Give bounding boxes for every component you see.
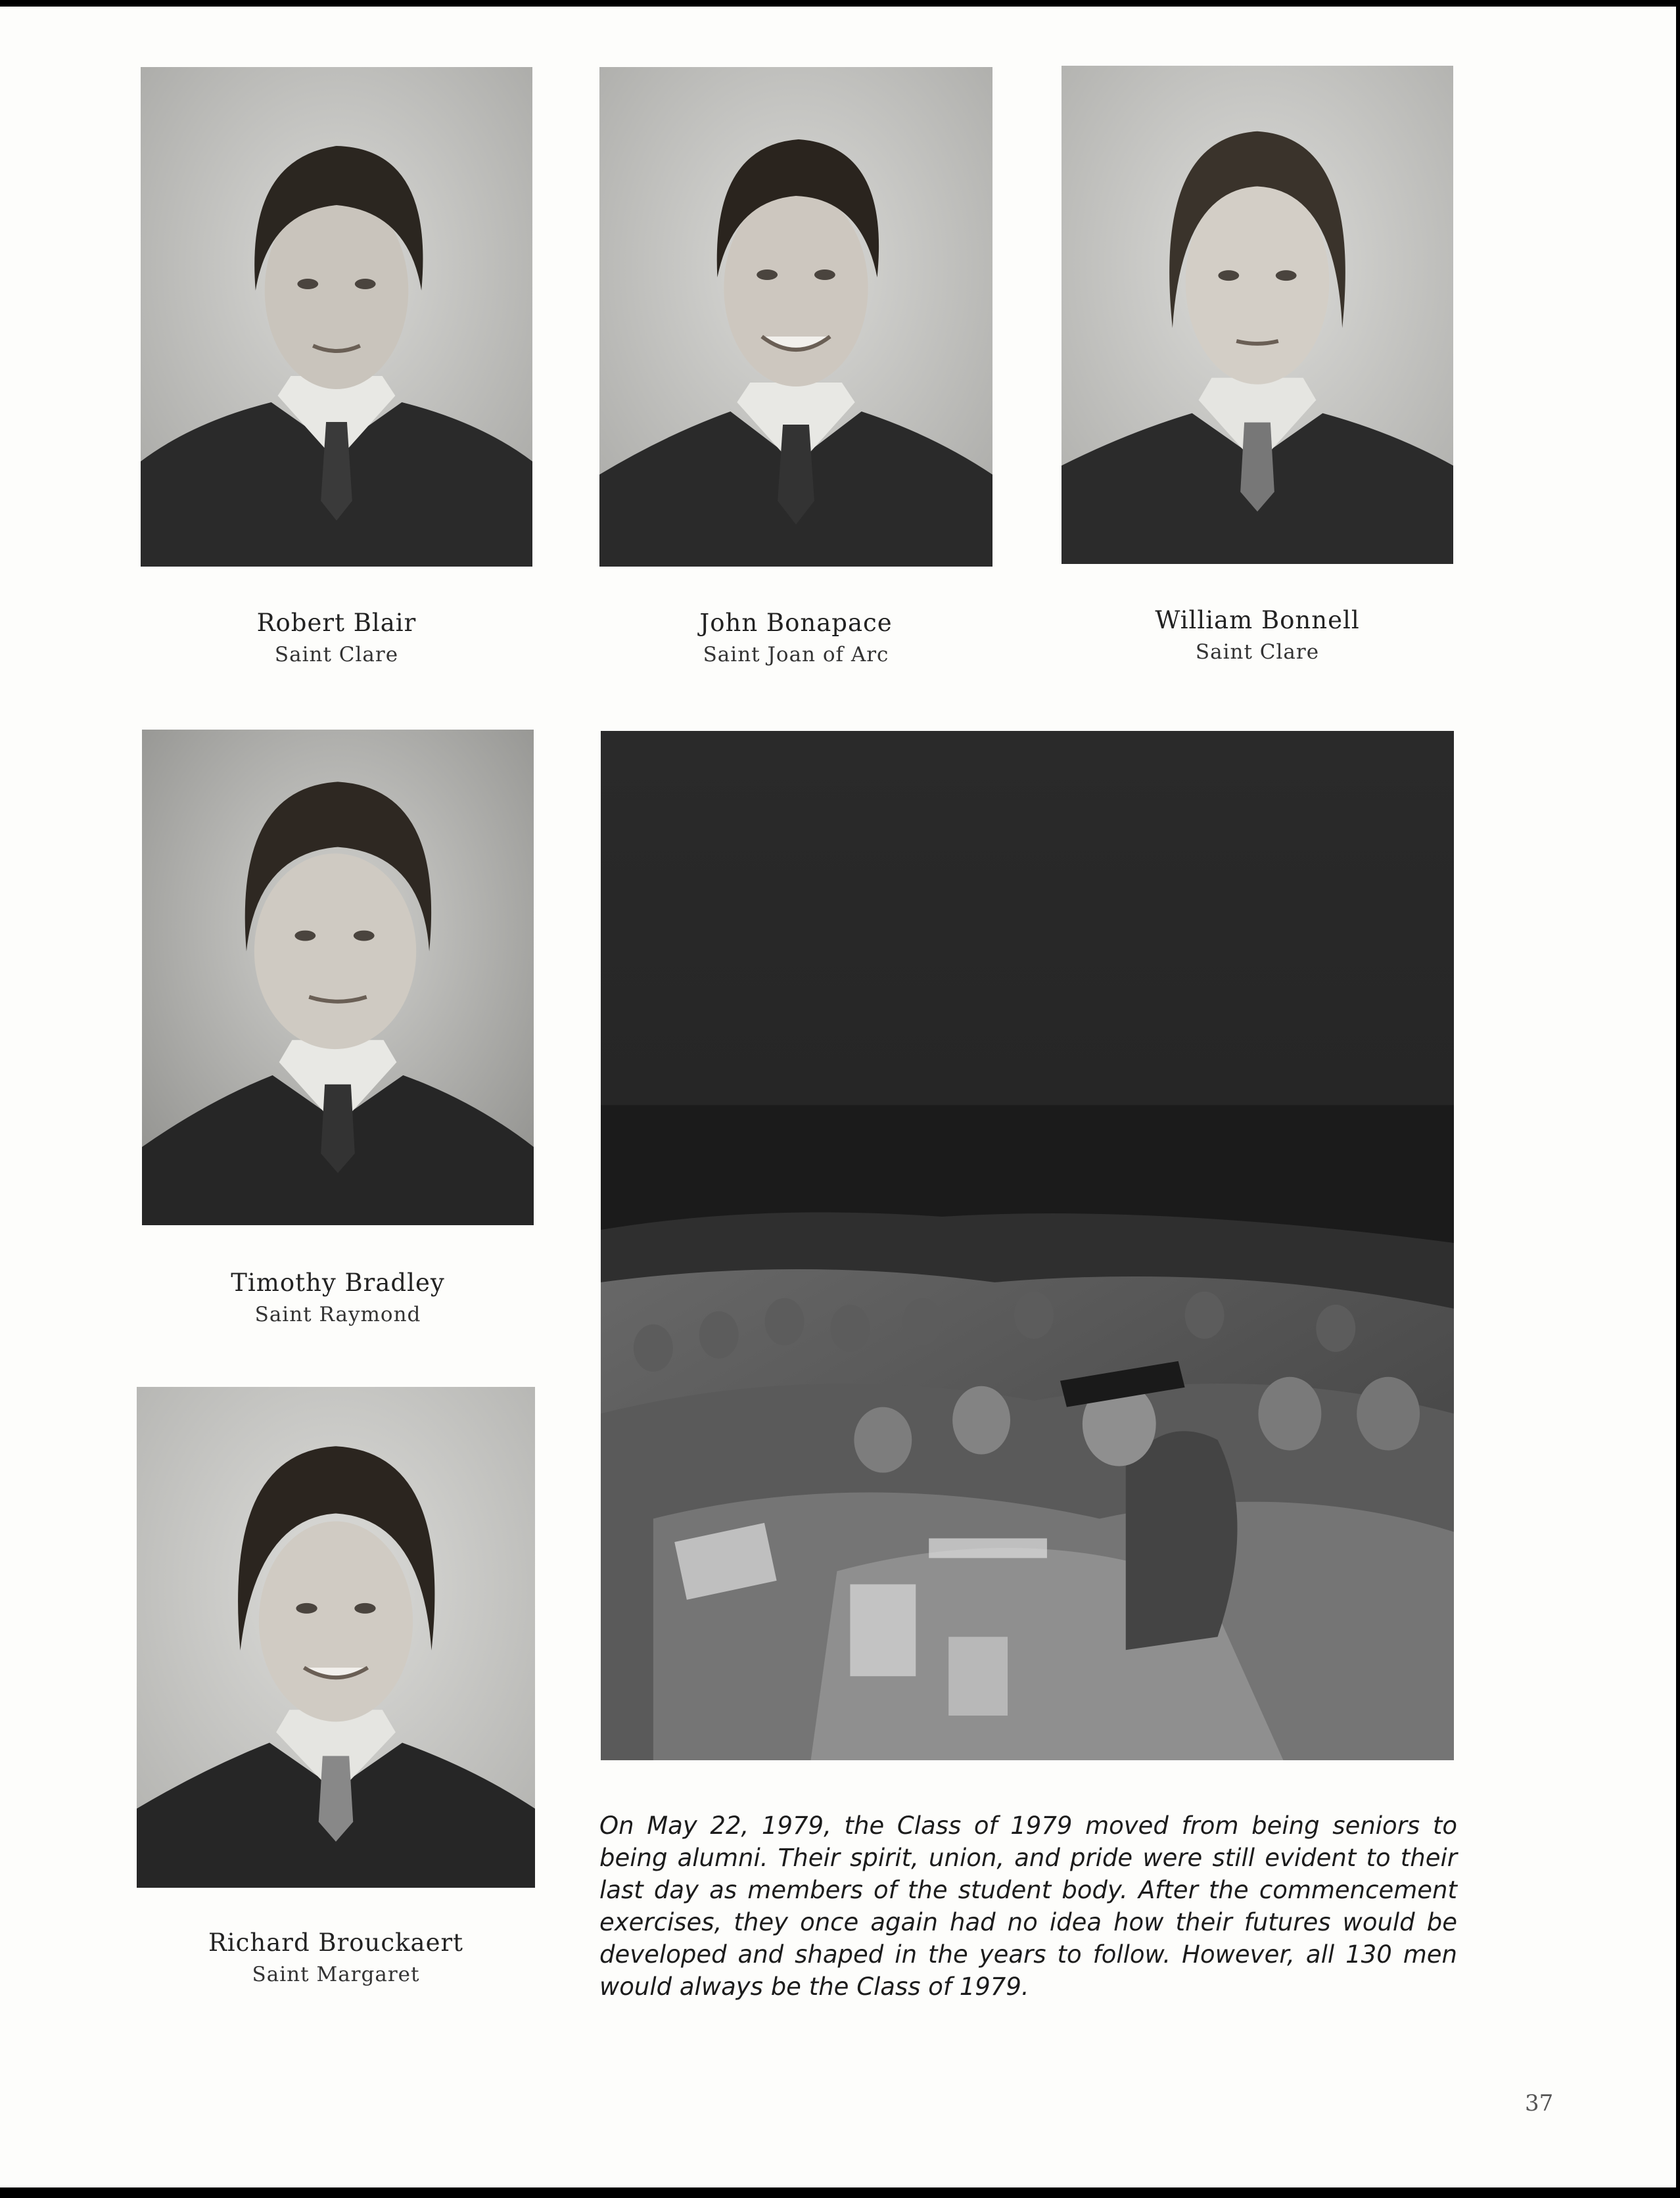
portrait-photo-richard-brouckaert [137, 1387, 535, 1888]
student-parish: Saint Joan of Arc [703, 643, 889, 666]
student-parish: Saint Clare [1195, 640, 1320, 664]
student-name: Richard Brouckaert [208, 1929, 464, 1957]
student-name: William Bonnell [1155, 606, 1360, 634]
portrait-caption-william-bonnell [1062, 603, 1453, 666]
portrait-photo-robert-blair [141, 67, 532, 567]
student-parish: Saint Clare [274, 643, 399, 666]
ceremony-description: On May 22, 1979, the Class of 1979 moved from being seniors to being alumni. Their spirit, union, and pride were still evident to their last day as members of the student body. After the commencement exercises, they once again had no idea how their futures would be developed and shaped in the years to follow. However, all 130 men would always be the Class of 1979. [599, 1812, 1457, 2001]
portrait-caption-john-bonapace [599, 606, 992, 669]
portrait-caption-timothy-bradley [142, 1266, 534, 1329]
student-parish: Saint Raymond [254, 1303, 421, 1326]
portrait-caption-richard-brouckaert [137, 1926, 535, 1989]
student-parish: Saint Margaret [252, 1963, 420, 1986]
student-name: Timothy Bradley [231, 1269, 445, 1297]
student-name: John Bonapace [699, 609, 893, 637]
portrait-caption-robert-blair [141, 606, 532, 669]
portrait-photo-william-bonnell [1062, 66, 1453, 564]
page-number: 37 [1525, 2090, 1554, 2116]
yearbook-page [0, 7, 1676, 2187]
portrait-photo-timothy-bradley [142, 730, 534, 1225]
portrait-photo-john-bonapace [599, 67, 992, 567]
student-name: Robert Blair [256, 609, 417, 637]
commencement-ceremony-photo [601, 731, 1454, 1760]
